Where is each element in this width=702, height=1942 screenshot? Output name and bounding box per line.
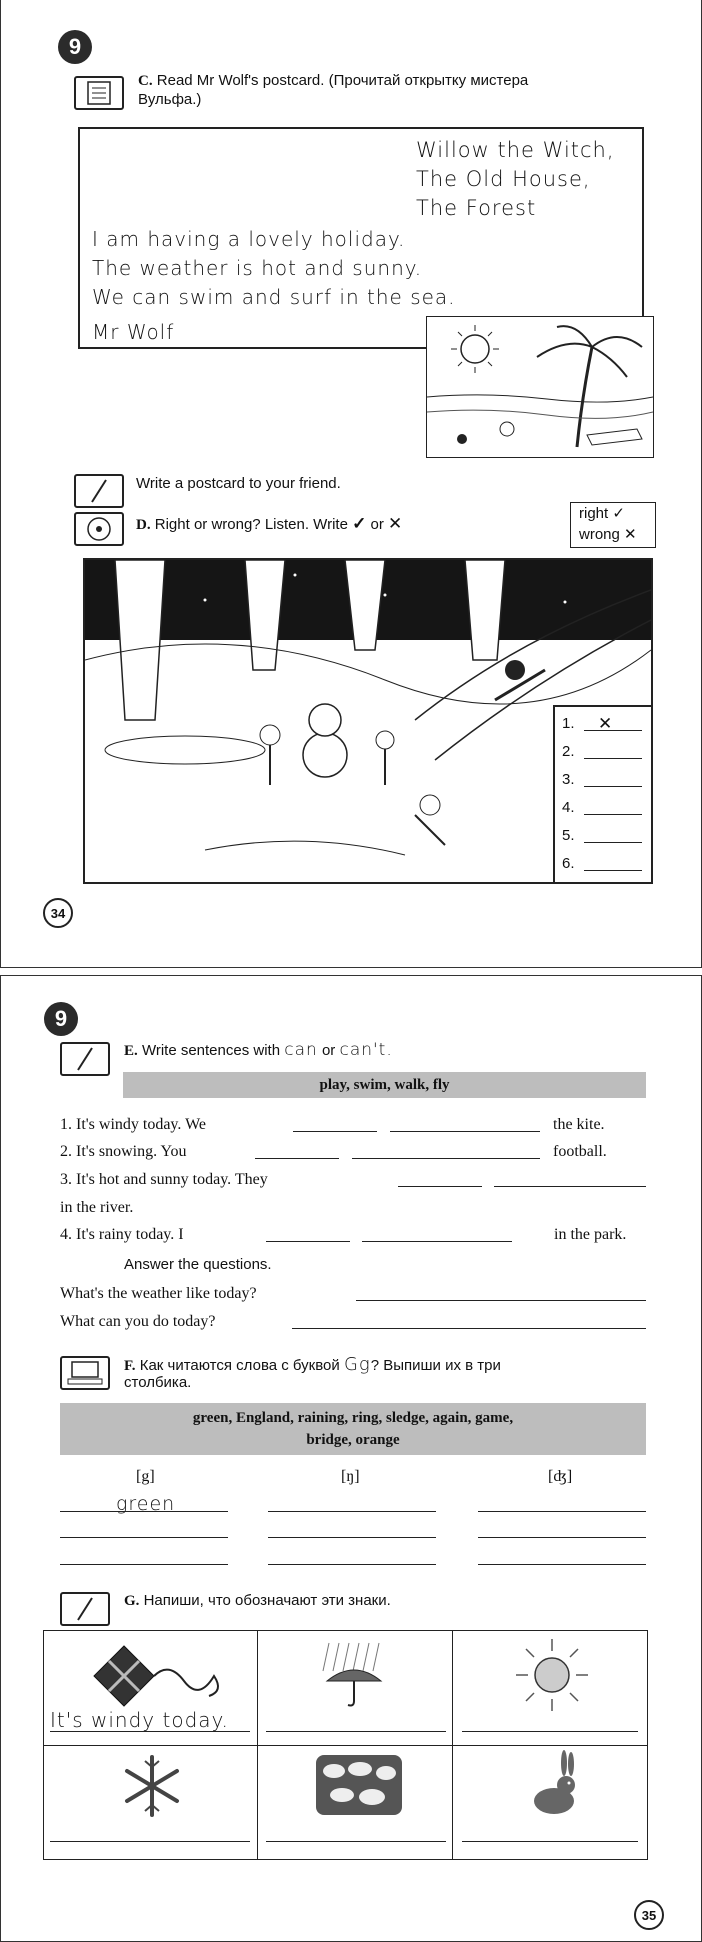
task-e-instruction: E. Write sentences with can or can't. (124, 1040, 393, 1060)
unit-badge: 9 (58, 30, 92, 64)
rain-umbrella-icon (319, 1641, 389, 1716)
answer-list (562, 710, 646, 878)
answer-line[interactable] (462, 1841, 638, 1842)
column-line[interactable] (478, 1511, 646, 1512)
computer-icon (60, 1356, 110, 1390)
answer-row[interactable]: 4. (562, 794, 646, 822)
check-mark-icon: ✓ (352, 514, 367, 533)
column-line[interactable] (60, 1564, 228, 1565)
column-line[interactable] (268, 1564, 436, 1565)
pencil-icon (74, 474, 124, 508)
write-postcard-instruction: Write a postcard to your friend. (136, 475, 341, 492)
answer-line[interactable] (50, 1841, 250, 1842)
answer-line[interactable] (266, 1241, 350, 1242)
phonetic-g: [g] (136, 1468, 155, 1485)
answer-line[interactable] (292, 1328, 646, 1329)
task-d-instruction: D. Right or wrong? Listen. Write ✓ or ✕ (136, 514, 403, 533)
column-line[interactable] (478, 1564, 646, 1565)
column-line[interactable] (268, 1537, 436, 1538)
answer-line[interactable] (266, 1841, 446, 1842)
postcard-signature: Mr Wolf (92, 320, 175, 344)
cd-listen-icon (74, 512, 124, 546)
column-line[interactable] (60, 1511, 228, 1512)
phonetic-ng: [ŋ] (341, 1468, 360, 1485)
answer-row[interactable]: 2. (562, 738, 646, 766)
question-activity: What can you do today? (60, 1313, 216, 1330)
signs-table (43, 1630, 648, 1860)
column-line[interactable] (60, 1537, 228, 1538)
question-weather: What's the weather like today? (60, 1285, 257, 1302)
task-c-instruction-cont: Вульфа.) (138, 91, 202, 108)
task-f-instruction-cont: столбика. (124, 1374, 192, 1391)
word-bank-f: green, England, raining, ring, sledge, again, game, bridge, orange (60, 1403, 646, 1455)
answer-row[interactable]: 6. (562, 850, 646, 878)
sign-example-answer: It's windy today. (50, 1708, 229, 1732)
phonetic-dzh: [ʤ] (548, 1468, 573, 1485)
answer-line[interactable] (390, 1131, 540, 1132)
pencil-icon (60, 1592, 110, 1626)
answer-line[interactable] (50, 1731, 250, 1732)
right-wrong-legend: right ✓ wrong ✕ (570, 502, 656, 548)
postcard-address: Willow the Witch, The Old House, The Forest (416, 138, 615, 220)
read-book-icon (74, 76, 124, 110)
answer-line[interactable] (362, 1241, 512, 1242)
cross-mark-icon: ✕ (388, 514, 403, 533)
answer-line[interactable] (352, 1158, 540, 1159)
answer-line[interactable] (356, 1300, 646, 1301)
column-line[interactable] (268, 1511, 436, 1512)
answer-row: 1. ✕ (562, 710, 646, 738)
unit-badge: 9 (44, 1002, 78, 1036)
pencil-icon (60, 1042, 110, 1076)
task-c-instruction: C. Read Mr Wolf's postcard. (Прочитай открытку мистера (138, 72, 529, 89)
answer-line[interactable] (494, 1186, 646, 1187)
answer-line[interactable] (293, 1131, 377, 1132)
answer-line[interactable] (255, 1158, 339, 1159)
column-line[interactable] (478, 1537, 646, 1538)
answer-line[interactable] (462, 1731, 638, 1732)
kite-icon (84, 1641, 234, 1716)
task-f-instruction: F. Как читаются слова с буквой Gg? Выпиши их в три (124, 1354, 501, 1375)
page-number-34: 34 (43, 898, 73, 928)
task-g-instruction: G. Напиши, что обозначают эти знаки. (124, 1592, 391, 1609)
answer-row[interactable]: 5. (562, 822, 646, 850)
snowflake-icon (119, 1753, 185, 1824)
rabbit-icon (524, 1749, 584, 1824)
postcard-message: I am having a lovely holiday. The weather is hot and sunny. We can swim and surf in the sea. (92, 227, 456, 309)
clouds-icon (314, 1753, 404, 1824)
answer-row[interactable]: 3. (562, 766, 646, 794)
sun-icon (514, 1637, 590, 1718)
answer-questions-instruction: Answer the questions. (124, 1256, 272, 1273)
beach-picture (426, 316, 654, 458)
example-answer: green (116, 1493, 176, 1515)
word-bank-e: play, swim, walk, fly (123, 1072, 646, 1098)
answer-line[interactable] (398, 1186, 482, 1187)
page-number-35: 35 (634, 1900, 664, 1930)
answer-line[interactable] (266, 1731, 446, 1732)
answer-cross-icon: ✕ (598, 714, 613, 733)
